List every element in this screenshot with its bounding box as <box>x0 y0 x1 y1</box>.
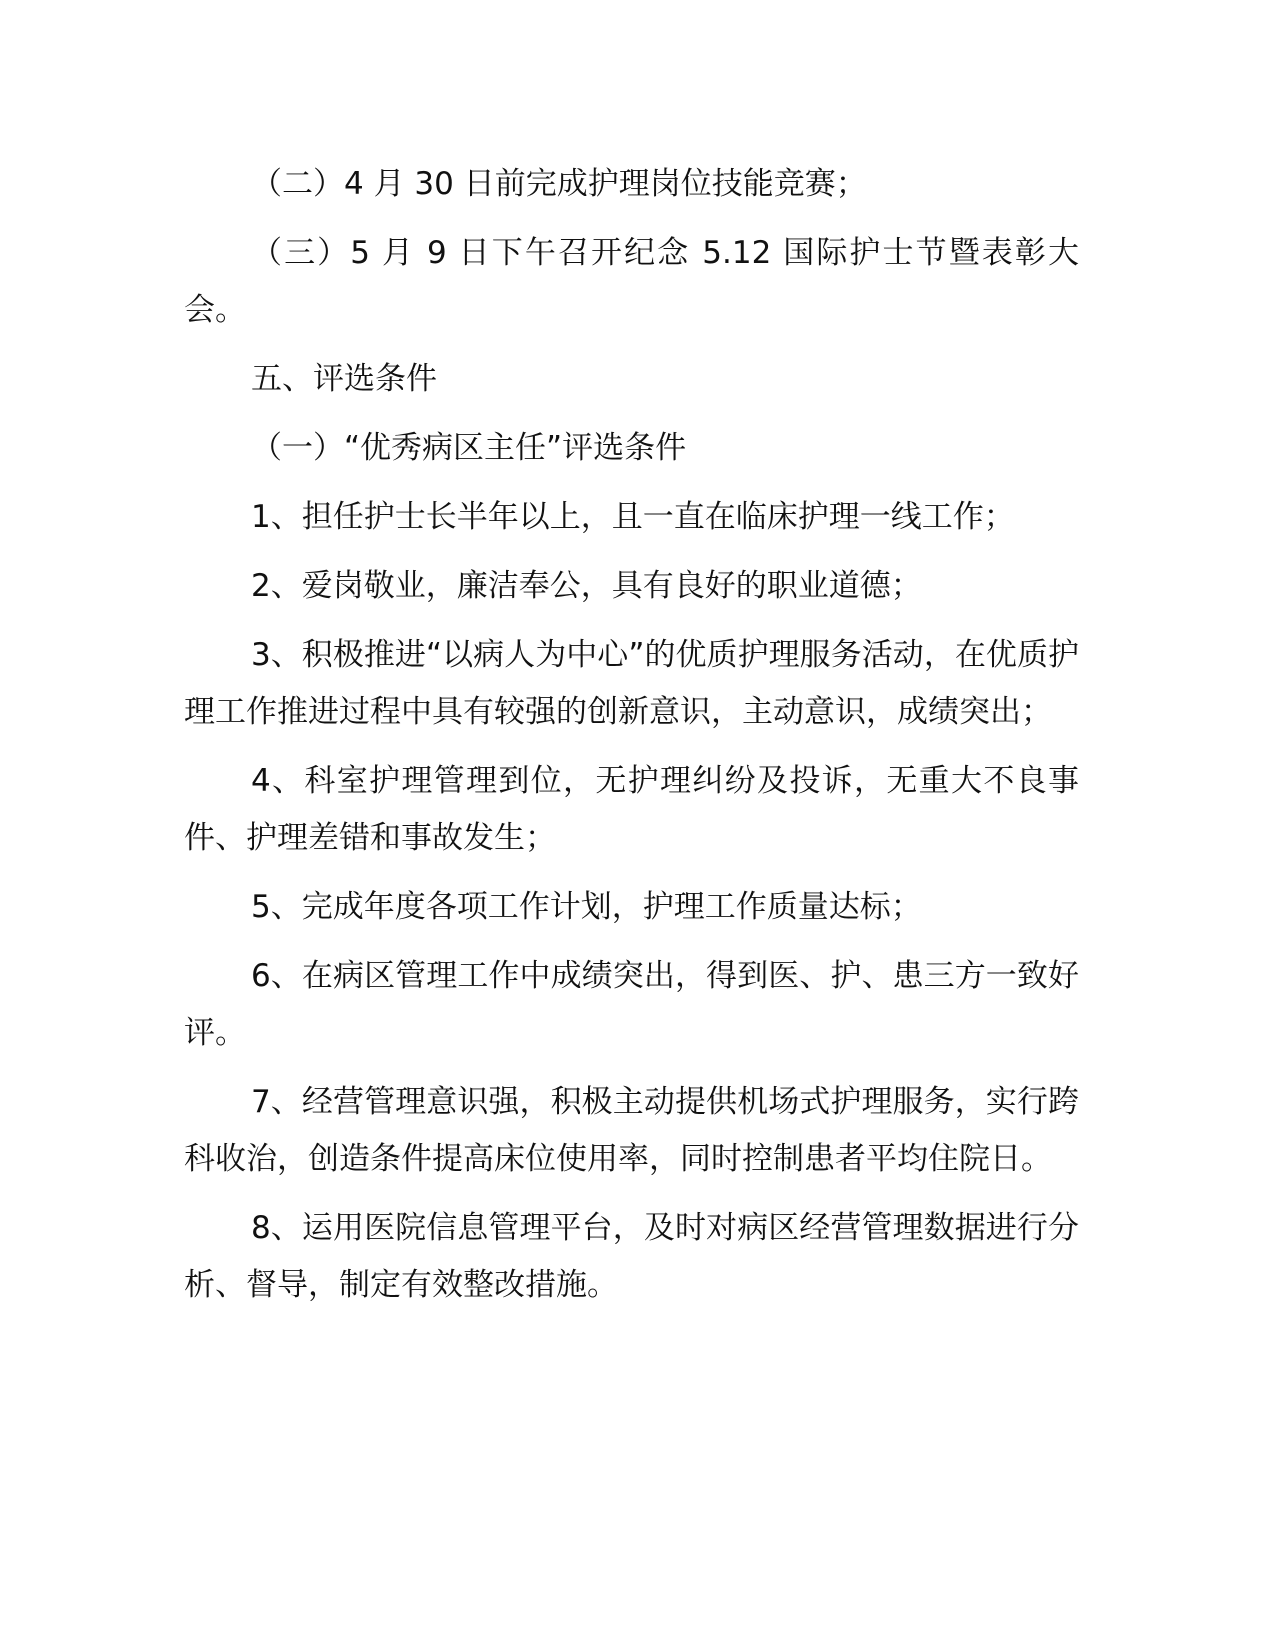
criteria-item-6: 6、在病区管理工作中成绩突出，得到医、护、患三方一致好评。 <box>184 958 1079 1051</box>
criteria-item-7: 7、经营管理意识强，积极主动提供机场式护理服务，实行跨科收治，创造条件提高床位使用率，同时控制患者平均住院日。 <box>184 1084 1079 1177</box>
section-heading-criteria: 五、评选条件 <box>251 361 437 397</box>
criteria-item-2: 2、爱岗敬业，廉洁奉公，具有良好的职业道德； <box>251 568 922 604</box>
criteria-item-3: 3、积极推进“以病人为中心”的优质护理服务活动，在优质护理工作推进过程中具有较强的创新意识，主动意识，成绩突出； <box>184 637 1079 730</box>
subsection-heading-director: （一）“优秀病区主任”评选条件 <box>251 430 687 466</box>
criteria-item-4: 4、科室护理管理到位，无护理纠纷及投诉，无重大不良事件、护理差错和事故发生； <box>184 763 1079 856</box>
document-body <box>184 156 1079 1326</box>
paragraph-item-2-schedule: （二）4 月 30 日前完成护理岗位技能竞赛； <box>251 166 867 202</box>
criteria-item-8: 8、运用医院信息管理平台，及时对病区经营管理数据进行分析、督导，制定有效整改措施。 <box>184 1210 1079 1303</box>
paragraph-item-3-schedule: （三）5 月 9 日下午召开纪念 5.12 国际护士节暨表彰大会。 <box>184 235 1079 328</box>
criteria-item-1: 1、担任护士长半年以上，且一直在临床护理一线工作； <box>251 499 1015 535</box>
criteria-item-5: 5、完成年度各项工作计划，护理工作质量达标； <box>251 889 922 925</box>
